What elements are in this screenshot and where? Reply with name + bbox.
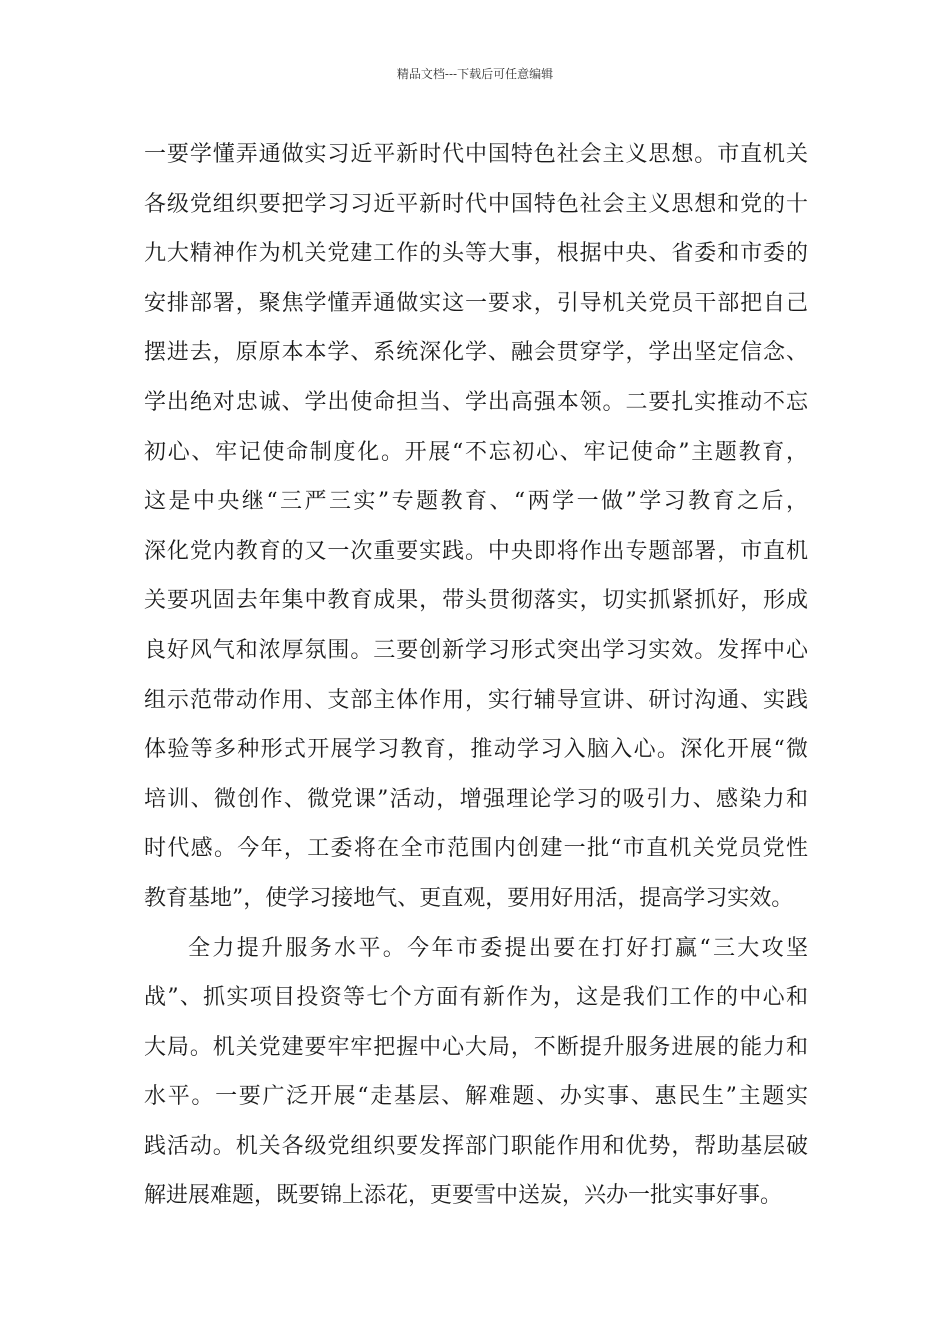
text-line: 大局。机关党建要牢牢把握中心大局，不断提升服务进展的能力和	[144, 1034, 808, 1060]
text-line: 教育基地”，使学习接地气、更直观，要用好用活，提高学习实效。	[144, 885, 794, 911]
text-line: 一要学懂弄通做实习近平新时代中国特色社会主义思想。市直机关	[144, 142, 808, 167]
text-line: 摆进去，原原本本学、系统深化学、融会贯穿学，学出坚定信念、	[144, 340, 808, 366]
text-line: 初心、牢记使命制度化。开展“不忘初心、牢记使命”主题教育，	[144, 439, 808, 465]
text-line: 这是中央继“三严三实”专题教育、“两学一做”学习教育之后，	[144, 489, 808, 515]
document-body	[144, 130, 808, 1221]
text-line: 组示范带动作用、支部主体作用，实行辅导宣讲、研讨沟通、实践	[144, 687, 808, 713]
text-line: 培训、微创作、微党课”活动，增强理论学习的吸引力、感染力和	[144, 786, 808, 812]
text-line: 深化党内教育的又一次重要实践。中央即将作出专题部署，市直机	[144, 538, 808, 564]
text-line: 时代感。今年，工委将在全市范围内创建一批“市直机关党员党性	[144, 836, 808, 862]
text-line: 九大精神作为机关党建工作的头等大事，根据中央、省委和市委的	[144, 241, 808, 267]
text-line: 良好风气和浓厚氛围。三要创新学习形式突出学习实效。发挥中心	[144, 637, 808, 663]
text-line: 全力提升服务水平。今年市委提出要在打好打赢“三大攻坚	[188, 935, 808, 961]
page-header: 精品文档---下载后可任意编辑	[396, 67, 554, 81]
text-line: 关要巩固去年集中教育成果，带头贯彻落实，切实抓紧抓好，形成	[144, 588, 808, 614]
paragraph-1	[144, 130, 808, 924]
text-line: 践活动。机关各级党组织要发挥部门职能作用和优势，帮助基层破	[144, 1133, 808, 1159]
text-line: 解进展难题，既要锦上添花，更要雪中送炭，兴办一批实事好事。	[144, 1183, 783, 1209]
text-line: 各级党组织要把学习习近平新时代中国特色社会主义思想和党的十	[144, 191, 808, 217]
text-line: 水平。一要广泛开展“走基层、解难题、办实事、惠民生”主题实	[144, 1084, 808, 1110]
text-line: 安排部署，聚焦学懂弄通做实这一要求，引导机关党员干部把自己	[144, 290, 808, 316]
text-line: 战”、抓实项目投资等七个方面有新作为，这是我们工作的中心和	[144, 985, 808, 1011]
paragraph-2	[144, 924, 808, 1222]
text-line: 体验等多种形式开展学习教育，推动学习入脑入心。深化开展“微	[144, 737, 808, 763]
text-line: 学出绝对忠诚、学出使命担当、学出高强本领。二要扎实推动不忘	[144, 389, 808, 415]
